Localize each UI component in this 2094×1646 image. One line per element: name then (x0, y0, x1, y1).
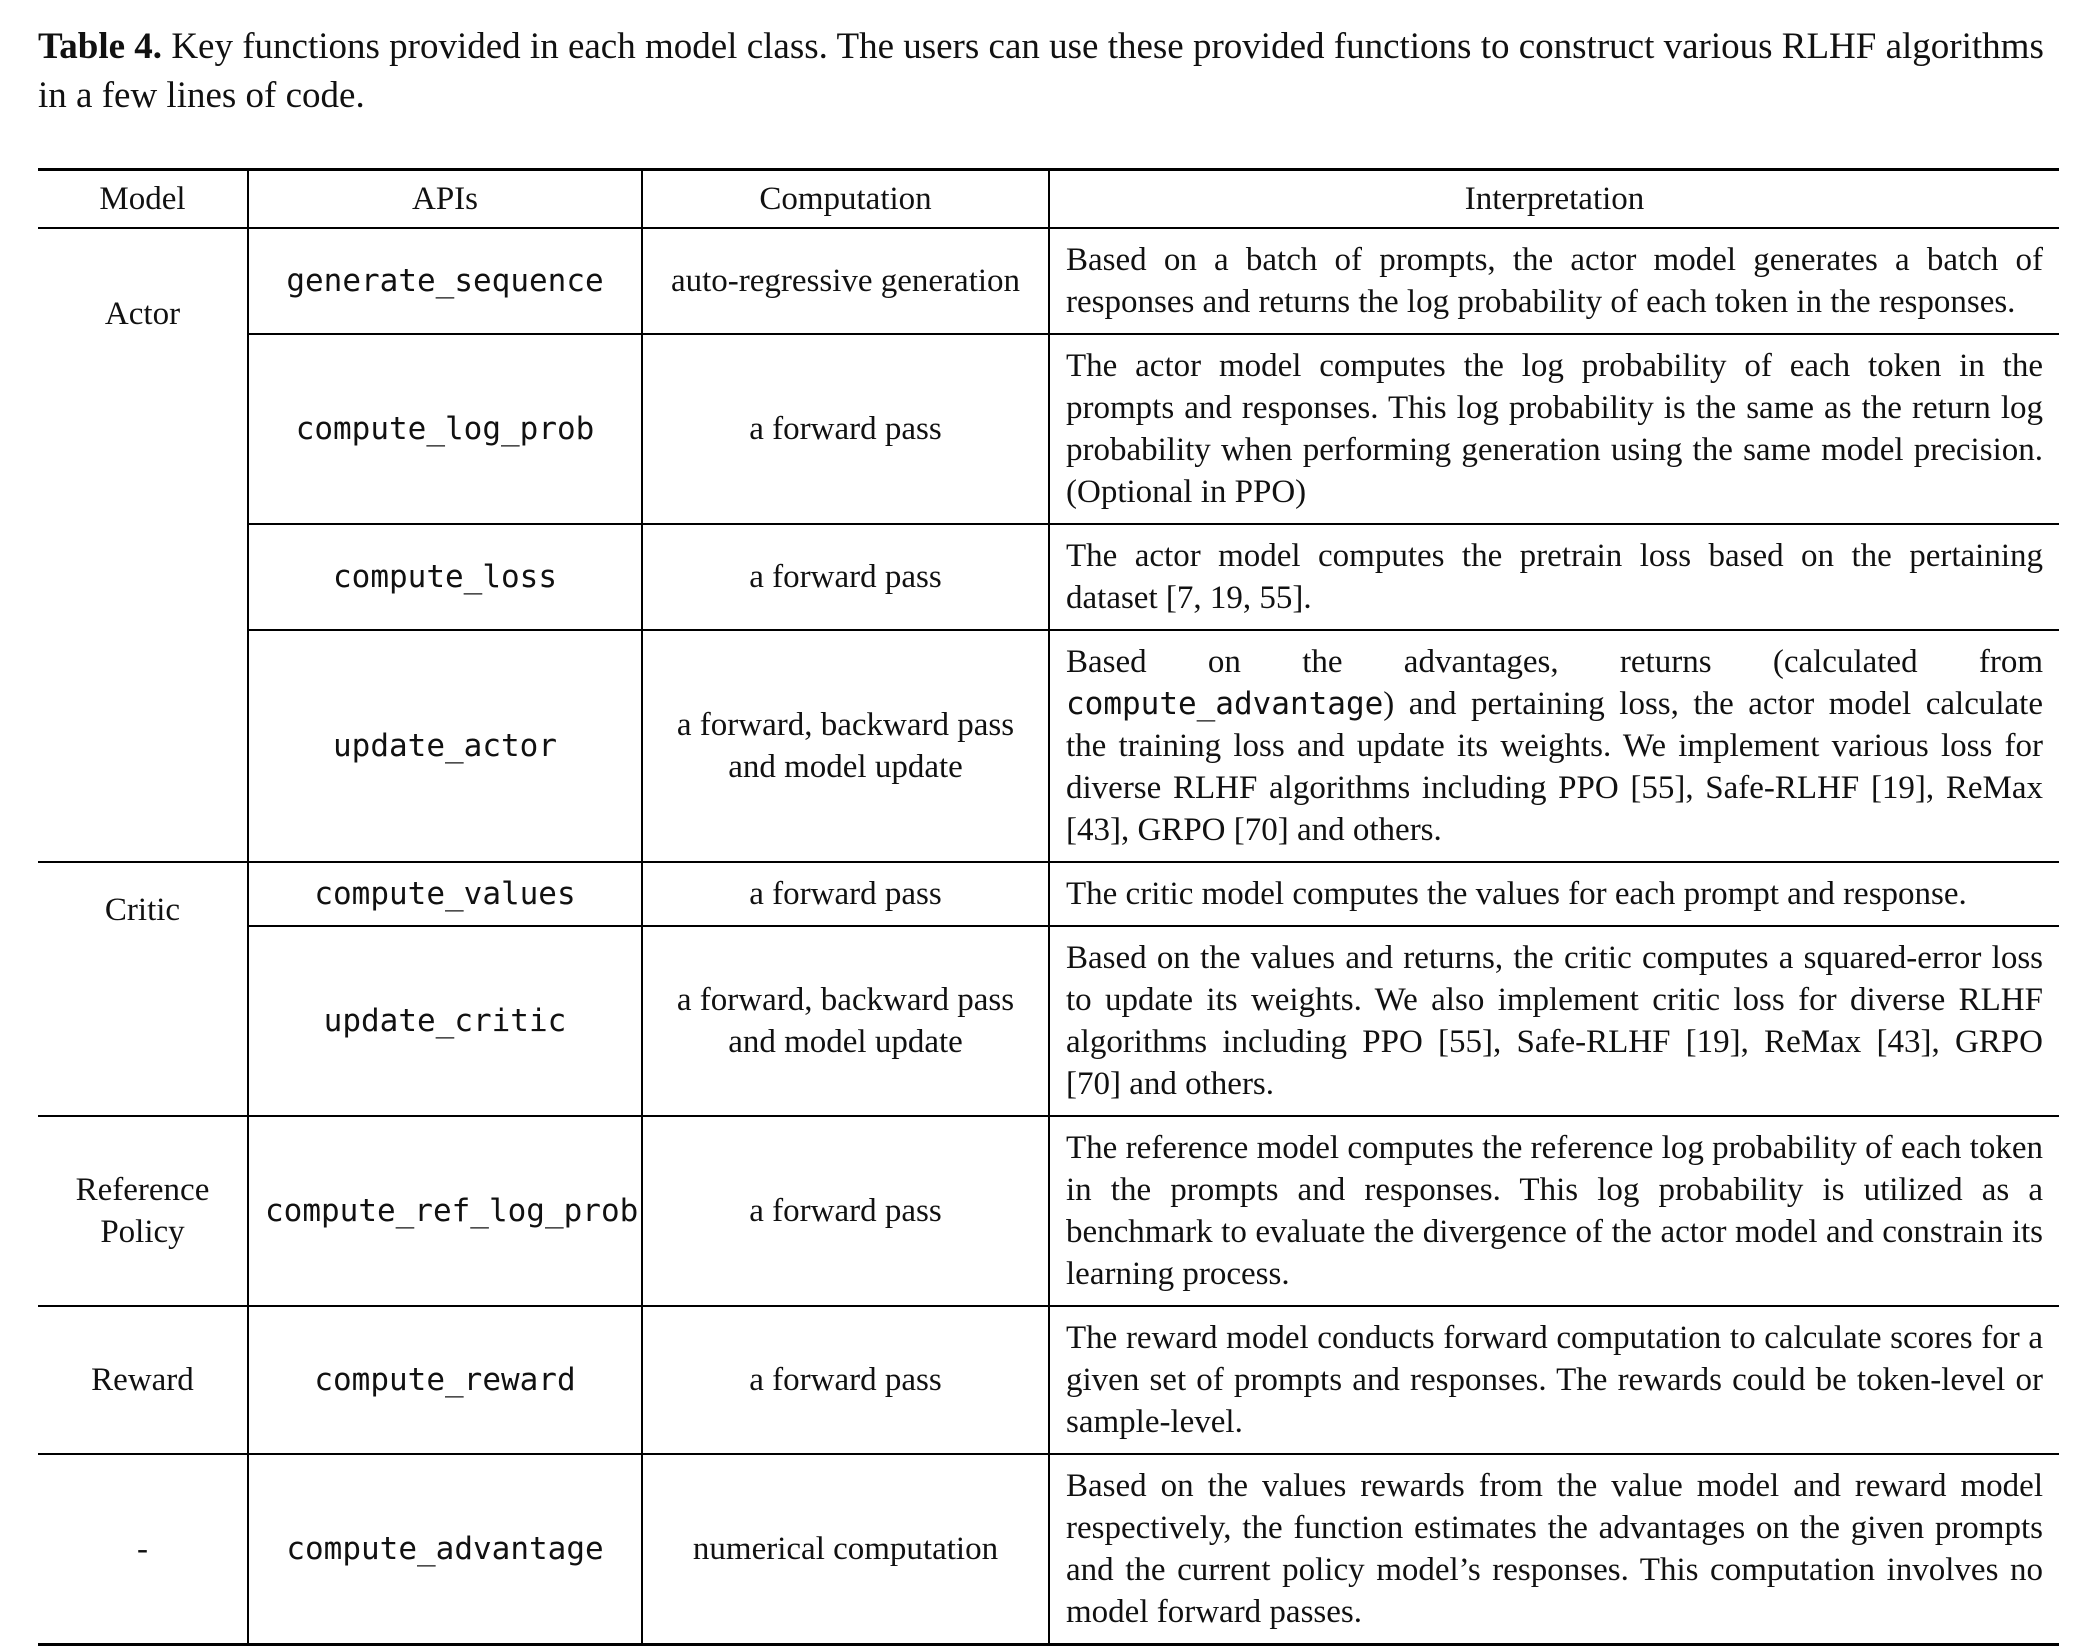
header-row (38, 170, 2059, 229)
computation-cell: auto-regressive generation (642, 228, 1049, 334)
computation-cell: a forward pass (642, 862, 1049, 926)
interp-code: compute_advantage (1066, 686, 1384, 722)
api-cell: compute_advantage (248, 1454, 642, 1645)
computation-cell: a forward pass (642, 524, 1049, 630)
table-row (38, 1306, 2059, 1454)
interpretation-cell (1049, 630, 2059, 862)
interp-text-a: Based on the advantages, returns (calculated from (1066, 644, 2043, 680)
api-cell: update_critic (248, 926, 642, 1116)
model-cell-critic: Critic (38, 862, 248, 1116)
table-row (38, 1116, 2059, 1306)
interpretation-cell: Based on a batch of prompts, the actor model generates a batch of responses and returns the log probability of each token in the responses. (1049, 228, 2059, 334)
table-row (38, 630, 2059, 862)
caption-label: Table 4. (38, 26, 163, 67)
interpretation-cell: Based on the values rewards from the value model and reward model respectively, the function estimates the advantages on the given prompts and the current policy model’s responses. This computation involves no model forward passes. (1049, 1454, 2059, 1645)
table-row (38, 862, 2059, 926)
table-row (38, 524, 2059, 630)
header-interpretation: Interpretation (1049, 170, 2059, 229)
computation-cell: a forward, backward pass and model update (642, 926, 1049, 1116)
model-functions-table (38, 168, 2059, 1646)
interpretation-cell: The actor model computes the pretrain loss based on the pertaining dataset [7, 19, 55]. (1049, 524, 2059, 630)
interp-text-b: ) and pertaining loss, the actor model calculate the training loss and update its weights. We implement various loss for diverse RLHF algorithms including PPO [55], Safe-RLHF [19], ReMax [43], GRPO [70] and others. (1066, 686, 2043, 848)
table-row (38, 1454, 2059, 1645)
header-computation: Computation (642, 170, 1049, 229)
api-cell: compute_log_prob (248, 334, 642, 524)
table-row (38, 926, 2059, 1116)
api-cell: update_actor (248, 630, 642, 862)
api-cell: compute_reward (248, 1306, 642, 1454)
interpretation-cell: The critic model computes the values for each prompt and response. (1049, 862, 2059, 926)
interpretation-cell: The actor model computes the log probability of each token in the prompts and responses. This log probability is the same as the return log probability when performing generation using the same model precision. (Optional in PPO) (1049, 334, 2059, 524)
api-cell: generate_sequence (248, 228, 642, 334)
computation-cell: a forward, backward pass and model update (642, 630, 1049, 862)
model-cell-reward: Reward (38, 1306, 248, 1454)
api-cell: compute_loss (248, 524, 642, 630)
table-row (38, 334, 2059, 524)
api-cell: compute_ref_log_prob (248, 1116, 642, 1306)
computation-cell: a forward pass (642, 334, 1049, 524)
interpretation-cell: Based on the values and returns, the critic computes a squared-error loss to update its weights. We also implement critic loss for diverse RLHF algorithms including PPO [55], Safe-RLHF [19], ReMax [43], GRPO [70] and others. (1049, 926, 2059, 1116)
caption-text: Key functions provided in each model class. The users can use these provided functions to construct various RLHF algorithms in a few lines of code. (38, 26, 2044, 116)
interpretation-cell: The reward model conducts forward computation to calculate scores for a given set of prompts and responses. The rewards could be token-level or sample-level. (1049, 1306, 2059, 1454)
table-caption (38, 22, 2058, 120)
interpretation-cell: The reference model computes the reference log probability of each token in the prompts and responses. This log probability is utilized as a benchmark to evaluate the divergence of the actor model and constrain its learning process. (1049, 1116, 2059, 1306)
computation-cell: a forward pass (642, 1116, 1049, 1306)
model-cell-dash: - (38, 1454, 248, 1645)
model-cell-actor: Actor (104, 296, 181, 332)
api-cell: compute_values (248, 862, 642, 926)
header-apis: APIs (248, 170, 642, 229)
computation-cell: numerical computation (642, 1454, 1049, 1645)
computation-cell: a forward pass (642, 1306, 1049, 1454)
header-model: Model (38, 170, 248, 229)
model-cell-reference: Reference Policy (38, 1116, 248, 1306)
table-row (38, 228, 2059, 334)
